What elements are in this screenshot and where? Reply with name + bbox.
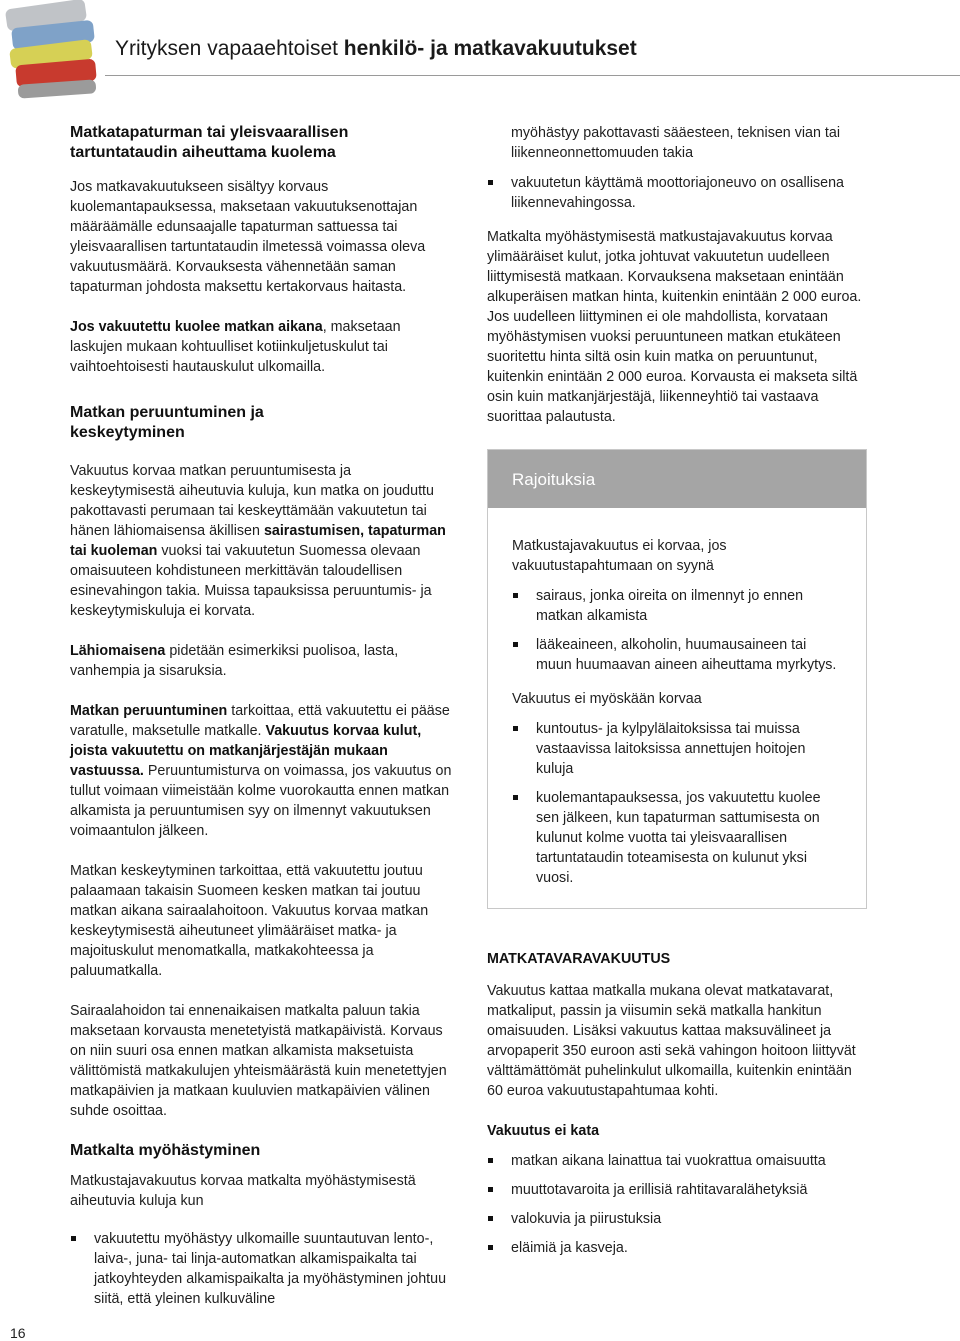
interruption-paragraph: Matkan keskeytyminen tarkoittaa, että vakuutettu joutuu palaamaan takaisin Suomeen kesken matkan tai joutuu matkan aikana sairaalahoitoon. Vakuutus korvaa matkan keskeytymisestä aiheutuneet ylimääräiset matka- ja majoituskulut menomatkalla, matkakohteessa ja paluumatkalla. <box>70 863 429 979</box>
death-heading: Matkatapaturman tai yleisvaarallisen tartuntataudin aiheuttama kuolema <box>70 124 349 161</box>
list-item: kuolemantapauksessa, jos vakuutettu kuolee sen jälkeen, kun tapaturman sattumisesta on kulunut kolme vuotta tai yleisvaarallisen tartuntataudin toteamisesta on kulunut yksi vuosi. <box>512 788 842 888</box>
restrictions-list-2 <box>512 719 842 888</box>
list-item: lääkeaineen, alkoholin, huumausaineen tai muun huumaavan aineen aiheuttama myrkytys. <box>512 635 842 675</box>
page-header <box>0 0 960 100</box>
list-item: valokuvia ja piirustuksia <box>487 1209 867 1229</box>
delay-paragraph: Matkustajavakuutus korvaa matkalta myöhästymisestä aiheutuvia kuluja kun <box>70 1173 416 1209</box>
hospital-paragraph: Sairaalahoidon tai ennenaikaisen matkalta paluun takia maksetaan korvausta menetetyistä matkapäivistä. Korvaus on niin suuri osa ennen matkan alkamista maksetuista välittömistä matkakulujen yhteismäärästä kuin menetettyjen matkapäivien ja matkaan kuuluvien matkapäivien välinen suhde osoittaa. <box>70 1003 447 1119</box>
luggage-stack-image <box>6 4 101 99</box>
left-column <box>70 123 455 1323</box>
restrictions-intro: Matkustajavakuutus ei korvaa, jos vakuutustapahtumaan on syynä <box>512 538 727 574</box>
list-item: eläimiä ja kasveja. <box>487 1238 867 1258</box>
list-item: sairaus, jonka oireita on ilmennyt jo ennen matkan alkamista <box>512 586 842 626</box>
list-item: kuntoutus- ja kylpylälaitoksissa tai muissa vastaavissa laitoksissa annettujen hoitojen kuluja <box>512 719 842 779</box>
restrictions-list-1 <box>512 586 842 675</box>
delay-compensation-paragraph: Matkalta myöhästymisestä matkustajavakuutus korvaa ylimääräiset kulut, jotka johtuvat vakuutetun uudelleen liittymisestä matkaan. Korvauksena maksetaan enintään alkuperäisen matkan hinta, kuitenkin enintään 2 000 euroa. Jos uudelleen liittyminen ei ole mahdollista, korvataan myöhästymisen vuoksi peruuntuneen matkan etukäteen suoritettu hinta siltä osin kuin matka on peruuntunut, kuitenkin enintään 2 000 euroa. Korvausta ei makseta siltä osin kuin matkanjärjestäjä, liikenneyhtiö tai vastaava suorittaa palautusta. <box>487 229 862 425</box>
list-item: muuttotavaroita ja erillisiä rahtitavaralähetyksiä <box>487 1180 867 1200</box>
list-item: vakuutetun käyttämä moottoriajoneuvo on osallisena liikennevahingossa. <box>487 173 867 213</box>
page-number: 16 <box>10 1325 26 1341</box>
baggage-paragraph: Vakuutus kattaa matkalla mukana olevat matkatavarat, matkaliput, passin ja viisumin sekä matkalla hankitun omaisuuden. Lisäksi vakuutus kattaa maksuvälineet ja arvopaperit 350 euroon asti sekä vahingon hoitoon liittyvät välttämättömät puhelinkulut ulkomailla, kuitenkin enintään 60 euroa vakuutustapahtumaa kohti. <box>487 983 856 1099</box>
cancellation-paragraph: Vakuutus korvaa matkan peruuntumisesta ja keskeytymisestä aiheutuvia kuluja, kun matka on jouduttu pakottavasti perumaan tai keskeyttämään vakuutetun tai hänen lähiomaisensa äkillisen sairastumisen, tapaturman tai kuoleman vuoksi tai vakuutetun Suomessa olevaan omaisuuteen kohdistuneen merkittävän taloudellisen esinevahingon takia. Muissa tapauksissa peruuntumis- ja keskeytymiskuluja ei korvata. <box>70 463 446 619</box>
header-divider <box>105 75 960 76</box>
cancellation-heading: Matkan peruuntuminen ja keskeytyminen <box>70 404 264 441</box>
restrictions-also: Vakuutus ei myöskään korvaa <box>512 691 702 707</box>
right-column <box>487 123 867 1272</box>
restrictions-heading: Rajoituksia <box>488 450 866 508</box>
restrictions-box <box>487 449 867 909</box>
relatives-paragraph: Lähiomaisena pidetään esimerkiksi puolisoa, lasta, vanhempia ja sisaruksia. <box>70 643 399 679</box>
delay-continued-paragraph: myöhästyy pakottavasti sääesteen, teknisen vian tai liikenneonnettomuuden takia <box>511 125 841 161</box>
delay-continued-list <box>487 173 867 213</box>
cancellation-definition-paragraph: Matkan peruuntuminen tarkoittaa, että vakuutettu ei pääse varatulle, maksetulle matkalle. Vakuutus korvaa kulut, joista vakuutettu on matkanjärjestäjän mukaan vastuussa. Peruuntumisturva on voimassa, jos vakuutus on tullut voimaan viimeistään kolme vuorokautta ennen matkan alkamista ja peruuntumisen syy on ilmennyt vakuutuksen voimaantulon jälkeen. <box>70 703 452 839</box>
death-paragraph: Jos matkavakuutukseen sisältyy korvaus kuolemantapauksessa, maksetaan vakuutuksenottajan määräämälle edunsaajalle tapaturman sattuessa tai yleisvaarallisen tartuntataudin ilmetessä voimassa oleva vakuutusmäärä. Korvauksesta vähennetään saman tapaturman johdosta maksettu kertakorvaus haitasta. <box>70 179 426 295</box>
not-covered-list <box>487 1151 867 1258</box>
list-item: matkan aikana lainattua tai vuokrattua omaisuutta <box>487 1151 867 1171</box>
delay-heading: Matkalta myöhästyminen <box>70 1142 261 1159</box>
restrictions-body <box>488 508 866 908</box>
delay-list <box>70 1229 455 1309</box>
baggage-heading: MATKATAVARAVAKUUTUS <box>487 951 671 967</box>
death-abroad-paragraph: Jos vakuutettu kuolee matkan aikana, maksetaan laskujen mukaan kohtuulliset kotiinkuljetuskulut tai vaihtoehtoisesti hautauskulut ulkomailla. <box>70 319 401 375</box>
not-covered-heading: Vakuutus ei kata <box>487 1123 600 1139</box>
page-header-title: Yrityksen vapaaehtoiset henkilö- ja matkavakuutukset <box>115 37 637 60</box>
list-item: vakuutettu myöhästyy ulkomaille suuntautuvan lento-, laiva-, juna- tai linja-automatkan alkamispaikalta tai jatkoyhteyden alkamispaikalta ja myöhästyminen johtuu siitä, että yleinen kulkuväline <box>70 1229 455 1309</box>
